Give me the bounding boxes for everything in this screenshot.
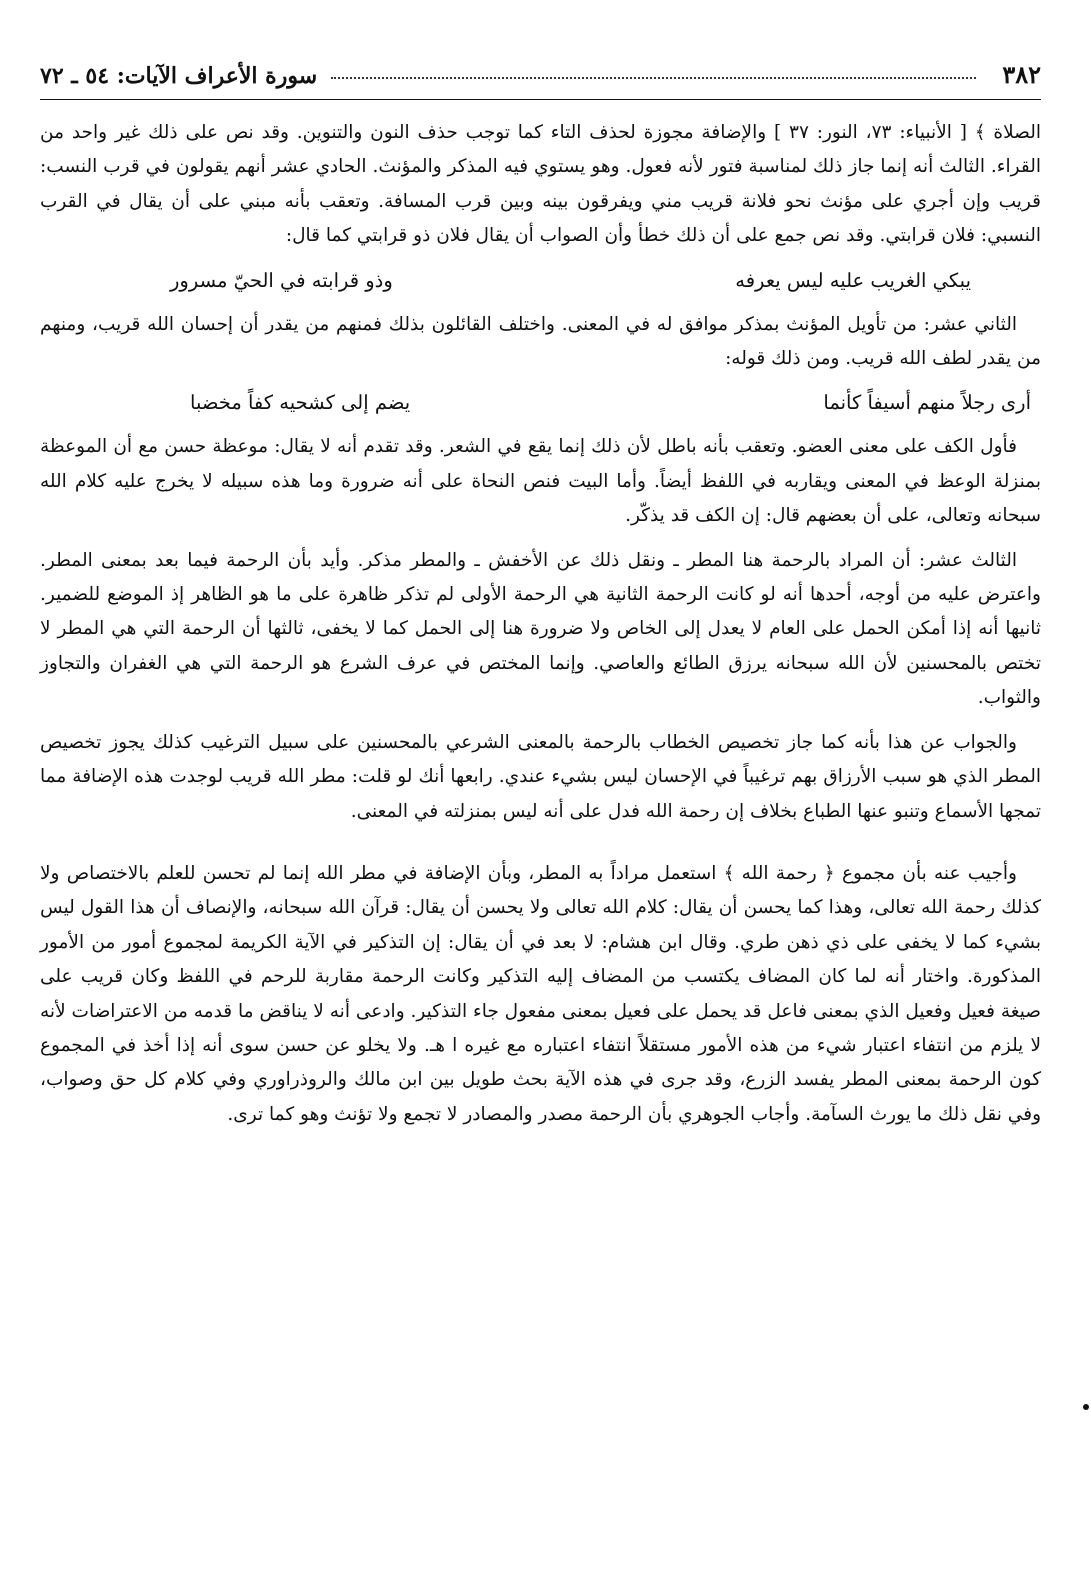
paragraph: الثاني عشر: من تأويل المؤنث بمذكر موافق له في المعنى. واختلف القائلون بذلك فمنهم من يقدر أن إحسان الله قريب، ومنهم من يقدر لطف الله قريب. ومن ذلك قوله: [40,313,1041,370]
paragraph: الصلاة ﴾ [ الأنبياء: ٧٣، النور: ٣٧ ] والإضافة مجوزة لحذف التاء كما توجب حذف النون والتنوين. وقد نص على ذلك غير واحد من القراء. الثالث أنه إنما جاز ذلك لمناسبة فتور لأنه فعول. وهو يستوي فيه المذكر والمؤنث. الحادي عشر أنهم يقولون في قرب النسب: قريب وإن أجري على مؤنث نحو فلانة قريب مني ويفرقون بينه وبين قرب المسافة. وتعقب بأنه مبني على أن يقال في القرب النسبي: فلان قرابتي. وقد نص جمع على أن ذلك خطأ وأن الصواب أن يقال فلان ذو قرابتي كما قال: [40,122,1041,247]
paragraph: الثالث عشر: أن المراد بالرحمة هنا المطر ـ ونقل ذلك عن الأخفش ـ والمطر مذكر. وأيد بأن الرحمة فيما بعد بمعنى المطر. واعترض عليه من أوجه، أحدها أنه لو كانت الرحمة الثانية هي الرحمة الأولى لم تذكر ظاهرة على ما هو الظاهر إذ الموضع للضمير. ثانيها أنه إذا أمكن الحمل على العام لا يعدل إلى الخاص ولا ضرورة هنا إلى الحمل كما لا يخفى، ثالثها أن الرحمة التي هي المطر لا تختص بالمحسنين لأن الله سبحانه يرزق الطائع والعاصي. وإنما المختص في عرف الشرع هو الرحمة التي هي الغفران والتجاوز والثواب. [40,549,1041,709]
verse-hemistich: يبكي الغريب عليه ليس يعرفه [735,268,971,292]
page-body [40,116,1041,1132]
paragraph: وأجيب عنه بأن مجموع ﴿ رحمة الله ﴾ استعمل مراداً به المطر، وبأن الإضافة في مطر الله إنما لم تحسن للعلم بالاختصاص ولا كذلك رحمة الله تعالى، وهذا كما يحسن أن يقال: كلام الله تعالى ولا يحسن أن يقال: قرآن الله سبحانه، والإنصاف أن هذا القول ليس بشيء كما لا يخفى على ذي ذهن طري. وقال ابن هشام: لا بعد في أن يقال: إن التذكير في الآية الكريمة لمجموع أمور من الأمور المذكورة. واختار أنه لما كان المضاف يكتسب من المضاف إليه التذكير وكانت الرحمة مقاربة للرحم في اللفظ وكان قريب على صيغة فعيل وفعيل الذي بمعنى فاعل قد يحمل على فعيل بمعنى مفعول جاء التذكير. وادعى أنه لا يناقض ما قدمه من الاعتراضات لأنه لا يلزم من انتفاء اعتبار شيء من هذه الأمور مستقلاً انتفاء اعتباره مع غيره ا هـ. ولا يخلو عن حسن سوى أنه إذا أخذ في المجموع كون الرحمة بمعنى المطر يفسد الزرع، وقد جرى في هذه الآية بحث طويل بين ابن مالك والروذراوري وفي كلام كل حق وصواب، وفي نقل ذلك ما يورث السآمة. وأجاب الجوهري بأن الرحمة مصدر والمصادر لا تجمع ولا تؤنث وهو كما ترى. [40,862,1041,1125]
paragraph: والجواب عن هذا بأنه كما جاز تخصيص الخطاب بالرحمة بالمعنى الشرعي بالمحسنين على سبيل الترغيب كذلك يجوز تخصيص المطر الذي هو سبب الأرزاق بهم ترغيباً في الإحسان ليس بشيء عندي. رابعها أنك لو قلت: مطر الله قريب لوجدت هذه الإضافة مما تمجها الأسماع وتنبو عنها الطباع بخلاف إن رحمة الله فدل على أنه ليس بمنزلته في المعنى. [40,731,1041,822]
header-leader-dots [331,77,976,79]
page-number: ٣٨٢ [1002,60,1041,89]
verse-hemistich: وذو قرابته في الحيّ مسرور [170,268,393,292]
verse-hemistich: يضم إلى كشحيه كفاً مخضبا [190,391,411,415]
running-header [40,60,1041,100]
section-gap [40,839,1041,857]
surah-title: سورة الأعراف الآيات: ٥٤ ـ ٧٢ [40,63,318,89]
poetry-verse-1 [40,264,1041,298]
poetry-verse-2 [40,386,1041,420]
paragraph: فأول الكف على معنى العضو. وتعقب بأنه باطل لأن ذلك إنما يقع في الشعر. وقد تقدم أنه لا يقال: موعظة حسن مع أن الموعظة بمنزلة الوعظ في المعنى ويقاربه في اللفظ أيضاً. وأما البيت فنص النحاة على أنه ضرورة وما هذه سبيله لا يخرج عليه كلام الله سبحانه وتعالى، على أن بعضهم قال: إن الكف قد يذكّر. [40,436,1041,527]
verse-hemistich: أرى رجلاً منهم أسيفاً كأنما [823,391,1031,415]
scan-dot-mark [1083,1404,1089,1410]
